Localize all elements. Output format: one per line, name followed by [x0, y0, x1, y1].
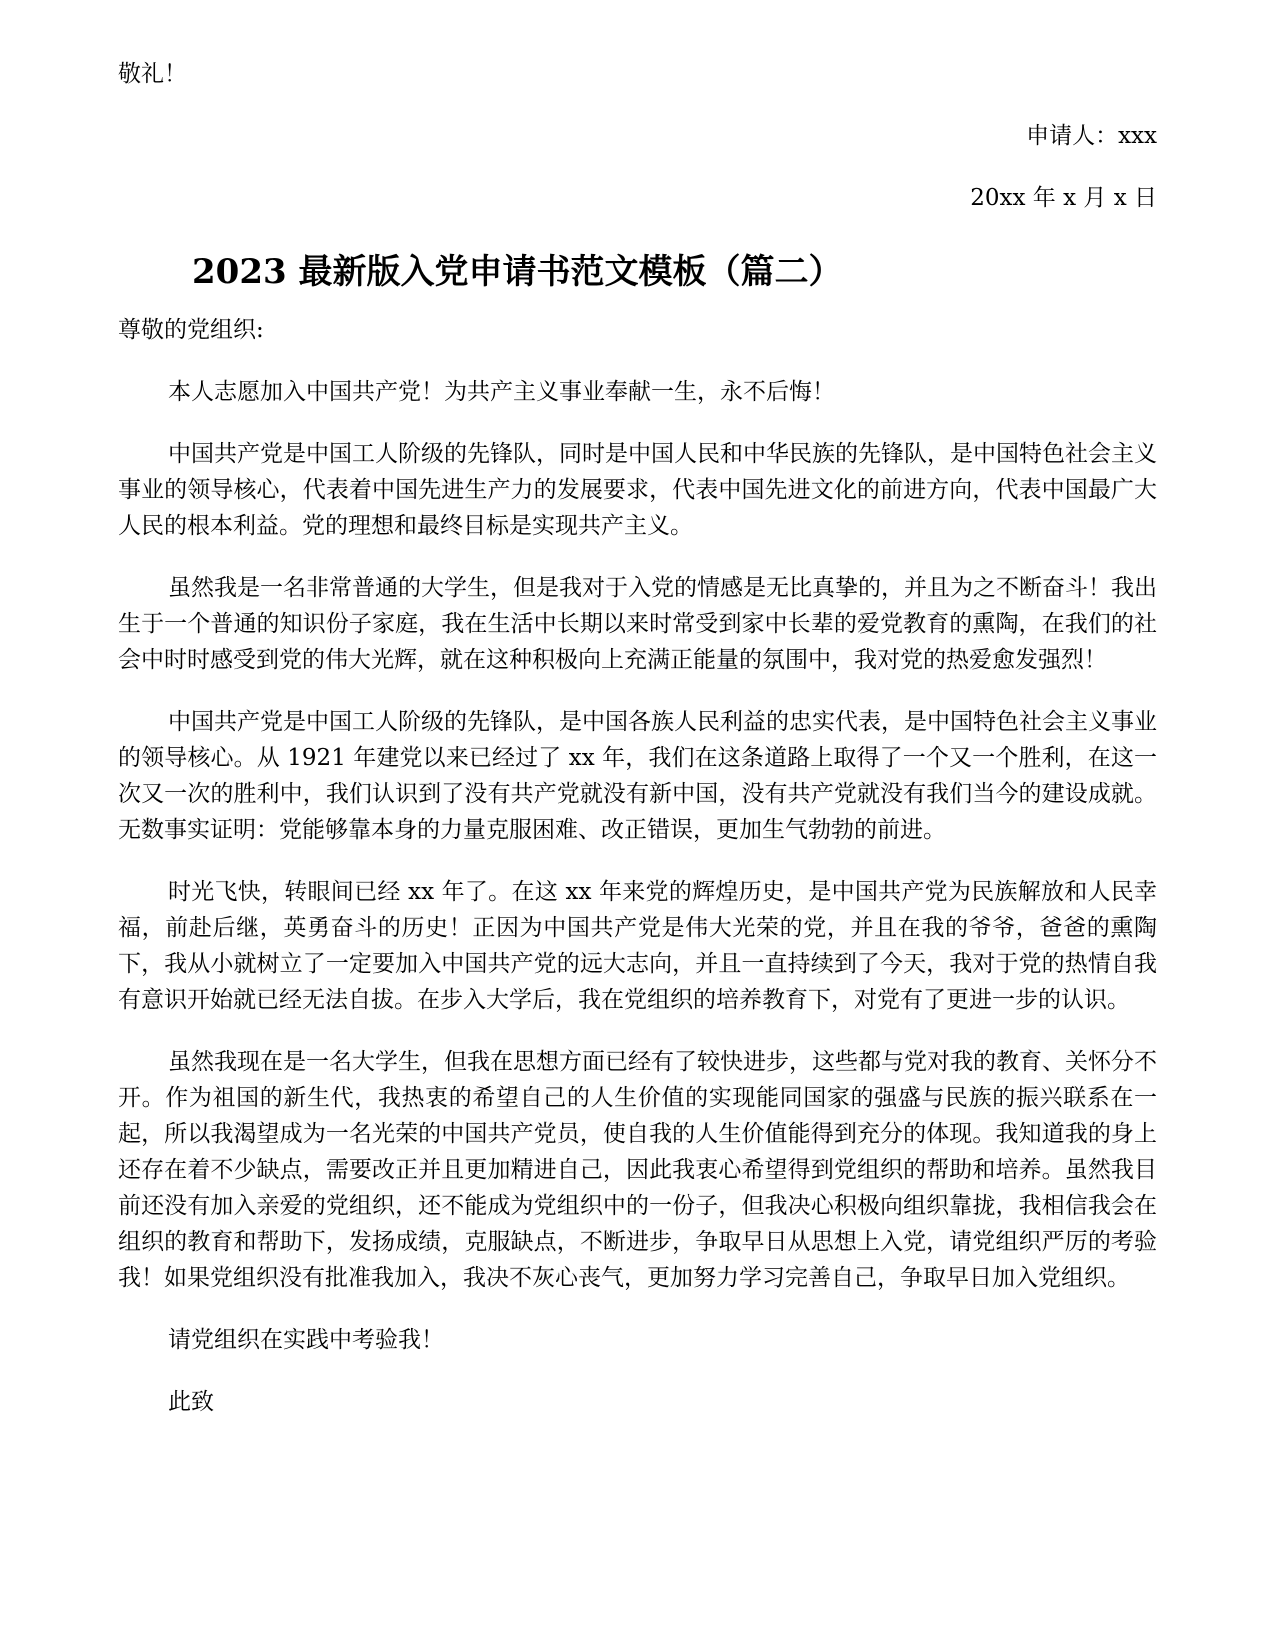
- body-paragraph-4: 中国共产党是中国工人阶级的先锋队，是中国各族人民利益的忠实代表，是中国特色社会主义事业的领导核心。从 1921 年建党以来已经过了 xx 年，我们在这条道路上取得了一个又一个胜利，在这一次又一次的胜利中，我们认识到了没有共产党就没有新中国，没有共产党就没有我们当今的建设成就。无数事实证明：党能够靠本身的力量克服困难、改正错误，更加生气勃勃的前进。: [118, 709, 1157, 843]
- previous-letter-closing: 敬礼！: [118, 61, 187, 87]
- body-paragraph-5: 时光飞快，转眼间已经 xx 年了。在这 xx 年来党的辉煌历史，是中国共产党为民族解放和人民幸福，前赴后继，英勇奋斗的历史！正因为中国共产党是伟大光荣的党，并且在我的爷爷，爸爸的熏陶下，我从小就树立了一定要加入中国共产党的远大志向，并且一直持续到了今天，我对于党的热情自我有意识开始就已经无法自拔。在步入大学后，我在党组织的培养教育下，对党有了更进一步的认识。: [118, 879, 1157, 1013]
- body-paragraph-7: 请党组织在实践中考验我！: [168, 1327, 444, 1353]
- letter-closing: 此致: [168, 1389, 214, 1415]
- document-title: 2023 最新版入党申请书范文模板（篇二）: [192, 252, 843, 292]
- date-line: 20xx 年 x 月 x 日: [970, 185, 1157, 211]
- signer-line: 申请人：xxx: [1026, 123, 1157, 149]
- body-paragraph-3: 虽然我是一名非常普通的大学生，但是我对于入党的情感是无比真挚的，并且为之不断奋斗！我出生于一个普通的知识份子家庭，我在生活中长期以来时常受到家中长辈的爱党教育的熏陶，在我们的社会中时时感受到党的伟大光辉，就在这种积极向上充满正能量的氛围中，我对党的热爱愈发强烈！: [118, 575, 1157, 673]
- body-paragraph-1: 本人志愿加入中国共产党！为共产主义事业奉献一生，永不后悔！: [168, 379, 835, 405]
- body-paragraph-6: 虽然我现在是一名大学生，但我在思想方面已经有了较快进步，这些都与党对我的教育、关怀分不开。作为祖国的新生代，我热衷的希望自己的人生价值的实现能同国家的强盛与民族的振兴联系在一起，所以我渴望成为一名光荣的中国共产党员，使自我的人生价值能得到充分的体现。我知道我的身上还存在着不少缺点，需要改正并且更加精进自己，因此我衷心希望得到党组织的帮助和培养。虽然我目前还没有加入亲爱的党组织，还不能成为党组织中的一份子，但我决心积极向组织靠拢，我相信我会在组织的教育和帮助下，发扬成绩，克服缺点，不断进步，争取早日从思想上入党，请党组织严厉的考验我！如果党组织没有批准我加入，我决不灰心丧气，更加努力学习完善自己，争取早日加入党组织。: [118, 1049, 1157, 1291]
- salutation: 尊敬的党组织:: [118, 317, 264, 343]
- body-paragraph-2: 中国共产党是中国工人阶级的先锋队，同时是中国人民和中华民族的先锋队，是中国特色社会主义事业的领导核心，代表着中国先进生产力的发展要求，代表中国先进文化的前进方向，代表中国最广大人民的根本利益。党的理想和最终目标是实现共产主义。: [118, 441, 1157, 539]
